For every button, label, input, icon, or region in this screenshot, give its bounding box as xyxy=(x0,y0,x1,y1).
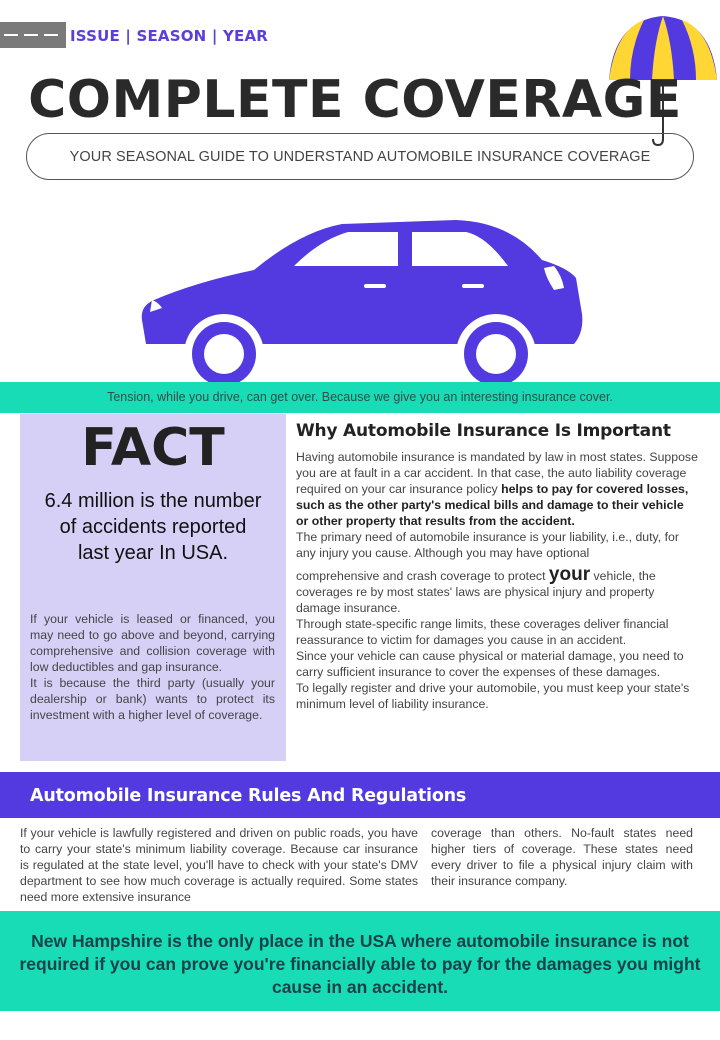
rules-column-left: If your vehicle is lawfully registered and driven on public roads, you have to carry your state's minimum liability coverage. Because car insurance is regulated at the state level, you'll have to check with your state's DMV department to see how much coverage is actually required. Some states need more extensive insurance xyxy=(20,826,418,904)
car-icon xyxy=(136,216,588,386)
why-paragraph: The primary need of automobile insurance is your liability, i.e., duty, for any injury you cause. Although you may have optional xyxy=(296,530,679,560)
why-paragraph: To legally register and drive your automobile, you must keep your state's minimum level of liability insurance. xyxy=(296,681,690,711)
tagline-band xyxy=(0,382,720,413)
why-body xyxy=(296,449,698,712)
why-emphasis: helps to pay for covered losses, such as the other party's medical bills and damage to their vehicle or other property that results from the accident. xyxy=(296,482,689,528)
subtitle-pill xyxy=(26,133,694,180)
dash-mark xyxy=(44,34,58,36)
fact-paragraph: If your vehicle is leased or financed, you may need to go above and beyond, carrying comprehensive and collision coverage with low deductibles and gap insurance. xyxy=(30,612,275,674)
why-paragraph: Since your vehicle can cause physical or material damage, you need to carry sufficient insurance to cover the expenses of these damages. xyxy=(296,649,684,679)
page-title: COMPLETE COVERAGE xyxy=(28,70,682,130)
dash-mark xyxy=(4,34,18,36)
issue-season-year: ISSUE | SEASON | YEAR xyxy=(70,27,269,45)
rules-heading: Automobile Insurance Rules And Regulations xyxy=(30,786,467,806)
dash-mark xyxy=(24,34,38,36)
callout-band xyxy=(0,911,720,1011)
why-big-word: your xyxy=(548,564,591,585)
why-text: Having automobile insurance is mandated by law in most states. Suppose you are at fault in a car accident. In that case, the auto liability coverage required on your car insurance policy xyxy=(296,450,698,496)
why-text: comprehensive and crash coverage to protect xyxy=(296,569,549,583)
fact-statistic: 6.4 million is the number of accidents reported last year In USA. xyxy=(44,490,262,564)
why-paragraph: Through state-specific range limits, these coverages deliver financial reassurance to victim for damages you cause in an accident. xyxy=(296,617,669,647)
fact-panel xyxy=(20,414,286,761)
callout-text: New Hampshire is the only place in the USA where automobile insurance is not required if you can prove you're financially able to pay for the damages you might cause in an accident. xyxy=(19,931,701,997)
fact-body xyxy=(30,611,275,723)
why-paragraph xyxy=(296,564,698,616)
why-text: vehicle, the coverages re by most states' laws are physical injury and property damage insurance. xyxy=(296,569,656,615)
why-heading: Why Automobile Insurance Is Important xyxy=(296,421,671,441)
fact-title: FACT xyxy=(81,418,225,478)
rules-band xyxy=(0,772,720,818)
fact-paragraph: It is because the third party (usually your dealership or bank) wants to protect its investment with a higher level of coverage. xyxy=(30,676,275,722)
header-accent-bar xyxy=(0,22,66,48)
why-paragraph xyxy=(296,449,698,529)
page-subtitle: YOUR SEASONAL GUIDE TO UNDERSTAND AUTOMOBILE INSURANCE COVERAGE xyxy=(69,149,651,165)
rules-column-right: coverage than others. No-fault states need higher tiers of coverage. These states need every driver to file a physical injury claim with their insurance company. xyxy=(431,826,693,888)
tagline: Tension, while you drive, can get over. Because we give you an interesting insurance cover. xyxy=(107,390,613,404)
